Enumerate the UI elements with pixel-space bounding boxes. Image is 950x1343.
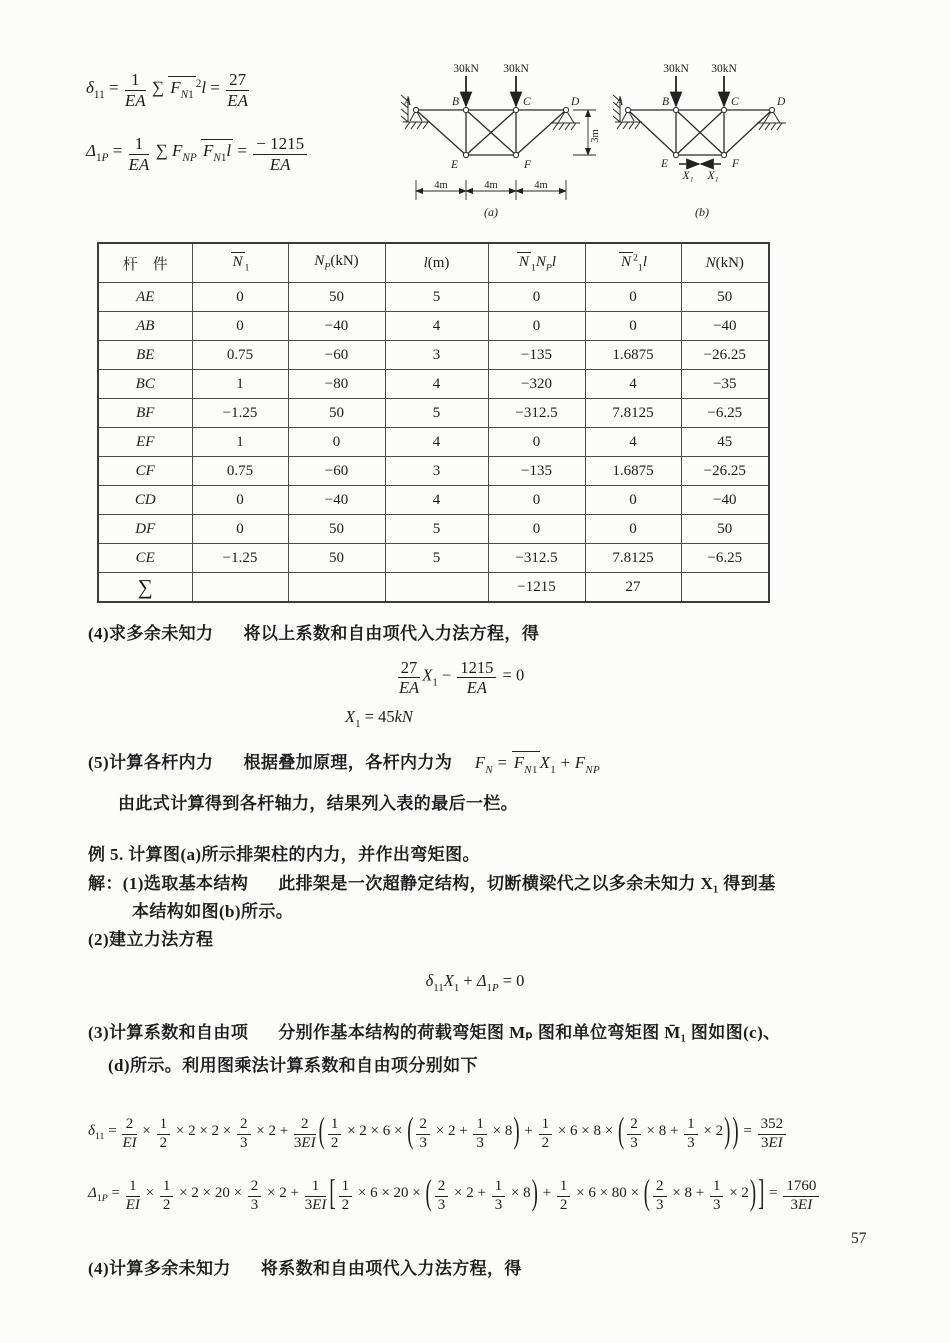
table-cell: −320 — [488, 370, 585, 399]
table-cell: −312.5 — [488, 399, 585, 428]
solution-step2-line: (2)建立力法方程 — [88, 930, 214, 950]
table-header-cell: $N_P(kN)$ — [288, 243, 385, 283]
table-cell: 0 — [488, 312, 585, 341]
formula-force-method-equation: $\frac{27}{EA}$ $X_1$ − $\frac{1215}{EA}$ = 0 — [398, 658, 525, 698]
table-row — [98, 544, 769, 573]
table-cell: CF — [98, 457, 192, 486]
table-cell: 0 — [192, 486, 288, 515]
table-cell: 0 — [192, 312, 288, 341]
step4-label: (4)求多余未知力 — [88, 624, 214, 643]
x1-force-label: X₁ — [707, 170, 719, 182]
table-cell: −312.5 — [488, 544, 585, 573]
table-cell: 0 — [585, 515, 681, 544]
table-cell: ∑ — [98, 573, 192, 603]
node-label-d: D — [777, 96, 786, 108]
table-cell: 45 — [681, 428, 769, 457]
table-cell: −35 — [681, 370, 769, 399]
table-cell: AE — [98, 283, 192, 312]
table-cell: 3 — [385, 457, 488, 486]
table-cell: 50 — [288, 399, 385, 428]
table-cell — [385, 573, 488, 603]
table-header-cell: 杆 件 — [98, 243, 192, 283]
table-cell: −40 — [288, 486, 385, 515]
table-row — [98, 341, 769, 370]
step4-line — [88, 619, 950, 644]
formula-delta11-graph-multiplication: $\delta_{11}$ = $\frac{2}{EI}$ × $\frac{1}{2}$ × 2 × 2 × $\frac{2}{3}$ × 2 + $\frac{2}{3EI}$ ( $\frac{1}{2}$ × 2 × 6 × ( $\frac{2}{3}$ × 2 + $\frac{1}{3}$ × 8) + $\frac{1}{2}$ × 6 × 8 × ( $\frac{2}{3}$ × 8 + $\frac{1}{3}$ × 2) ) = $\frac{352}{3EI}$ — [88, 1112, 950, 1152]
table-cell: −1.25 — [192, 399, 288, 428]
table-cell: EF — [98, 428, 192, 457]
table-cell: 4 — [385, 312, 488, 341]
table-cell: CD — [98, 486, 192, 515]
table-cell: 3 — [385, 341, 488, 370]
table-body — [98, 283, 769, 603]
step5-line — [88, 746, 950, 782]
table-header-cell: l(m) — [385, 243, 488, 283]
table-cell: −135 — [488, 457, 585, 486]
node-label-a: A — [403, 96, 411, 108]
solution-step1-line — [88, 869, 950, 894]
table-cell: 0 — [488, 515, 585, 544]
page-number: 57 — [851, 1230, 867, 1247]
example5-title: 例 5. 计算图(a)所示排架柱的内力，并作出弯矩图。 — [88, 845, 480, 865]
table-cell: −26.25 — [681, 457, 769, 486]
formula-x1-result: $X_1 = 45kN$ — [345, 706, 413, 730]
table-cell: 5 — [385, 399, 488, 428]
table-sum-row — [98, 573, 769, 603]
load-label: 30kN — [663, 63, 689, 75]
top-area — [0, 0, 950, 230]
load-label: 30kN — [711, 63, 737, 75]
table-cell: 4 — [385, 428, 488, 457]
table-cell: 4 — [585, 428, 681, 457]
table-cell: 1 — [192, 428, 288, 457]
table-cell: 7.8125 — [585, 544, 681, 573]
node-label-d: D — [571, 96, 580, 108]
table-cell: 0 — [488, 283, 585, 312]
solution-step1-text: 此排架是一次超静定结构，切断横梁代之以多余未知力 X₁ 得到基 — [278, 874, 776, 894]
table-cell: 0.75 — [192, 341, 288, 370]
table-cell: −135 — [488, 341, 585, 370]
node-label-f: F — [524, 159, 532, 171]
step5-text: 根据叠加原理，各杆内力为 — [243, 752, 453, 772]
table-cell: 4 — [385, 486, 488, 515]
table-cell — [681, 573, 769, 603]
table-header-cell: N(kN) — [681, 243, 769, 283]
node-label-e: E — [450, 159, 458, 171]
member-force-table — [97, 242, 770, 603]
table-cell: 27 — [585, 573, 681, 603]
coefficient-formulas — [86, 70, 309, 197]
load-label: 30kN — [453, 63, 479, 75]
solution-step3-continued: (d)所示。利用图乘法计算系数和自由项分别如下 — [108, 1056, 478, 1076]
dim-label-3m: 3m — [590, 129, 601, 143]
table-cell — [288, 573, 385, 603]
step4-frame-line — [88, 1254, 950, 1279]
table-cell: 1.6875 — [585, 457, 681, 486]
table-cell: −80 — [288, 370, 385, 399]
load-arrows — [453, 63, 529, 106]
truss-diagram-a — [396, 60, 614, 222]
table-cell: 50 — [681, 283, 769, 312]
table-cell: 0 — [585, 283, 681, 312]
x1-force-label: X₁ — [682, 170, 694, 182]
formula-delta11-coefficient: $\delta_{11}$ = $\frac{1}{EA}$ ∑ $F_{N1}^2l$ = $\frac{27}{EA}$ — [86, 70, 249, 111]
table-header-cell: N $^2_1$l — [585, 243, 681, 283]
node-label-b: B — [451, 96, 459, 108]
step5-note: 由此式计算得到各杆轴力，结果列入表的最后一栏。 — [118, 794, 519, 814]
table-cell: AB — [98, 312, 192, 341]
table-row — [98, 399, 769, 428]
table-cell: 4 — [385, 370, 488, 399]
table-row — [98, 486, 769, 515]
table-cell: 0 — [192, 515, 288, 544]
truss-members — [628, 110, 772, 155]
table-cell: −60 — [288, 457, 385, 486]
node-label-f: F — [732, 158, 740, 170]
table-row — [98, 428, 769, 457]
step4-frame-label: (4)计算多余未知力 — [88, 1259, 231, 1279]
table-cell: −6.25 — [681, 544, 769, 573]
table-header-row — [98, 243, 769, 283]
table-cell: −26.25 — [681, 341, 769, 370]
step5-label: (5)计算各杆内力 — [88, 752, 214, 772]
solution-step3-line — [88, 1018, 950, 1043]
truss-diagram-b — [612, 60, 807, 222]
table-cell: 50 — [288, 544, 385, 573]
formula-delta1p-coefficient: $\Delta_{1P}$ = $\frac{1}{EA}$ ∑ $F_{NP}$ $F_{N1}l$ = $\frac{- 1215}{EA}$ — [86, 133, 309, 174]
step4-text: 将以上系数和自由项代入力法方程，得 — [243, 624, 540, 643]
table-cell: 4 — [585, 370, 681, 399]
formula-delta1p-graph-multiplication: $\Delta_{1P}$ = $\frac{1}{EI}$ × $\frac{1}{2}$ × 2 × 20 × $\frac{2}{3}$ × 2 + $\frac{1}{3EI}$ [ $\frac{1}{2}$ × 6 × 20 × ( $\frac{2}{3}$ × 2 + $\frac{1}{3}$ × 8) + $\frac{1}{2}$ × 6 × 80 × ( $\frac{2}{3}$ × 8 + $\frac{1}{3}$ × 2) ] = $\frac{1760}{3EI}$ — [88, 1174, 950, 1214]
load-arrows — [663, 63, 737, 106]
table-cell: 5 — [385, 283, 488, 312]
formula-superposition: $F_N = F_{N1}$ $X_1 + F_{NP}$ — [474, 752, 601, 776]
table-cell: 0.75 — [192, 457, 288, 486]
table-cell: 5 — [385, 515, 488, 544]
table-row — [98, 283, 769, 312]
table-cell: 0 — [488, 486, 585, 515]
table-cell: 50 — [681, 515, 769, 544]
table-cell: BE — [98, 341, 192, 370]
node-label-e: E — [660, 158, 668, 170]
table-cell: 1 — [192, 370, 288, 399]
dim-label-4m: 4m — [434, 180, 448, 191]
solution-step1-continued: 本结构如图(b)所示。 — [132, 902, 294, 922]
table-cell: 1.6875 — [585, 341, 681, 370]
table-cell: −40 — [681, 486, 769, 515]
table-row — [98, 457, 769, 486]
diagram-a-caption: (a) — [484, 205, 498, 219]
table-row — [98, 515, 769, 544]
table-cell: 7.8125 — [585, 399, 681, 428]
truss-members — [416, 110, 566, 155]
table-cell — [192, 573, 288, 603]
table-cell: 50 — [288, 283, 385, 312]
node-label-a: A — [615, 96, 623, 108]
table-cell: −40 — [681, 312, 769, 341]
node-label-c: C — [523, 96, 531, 108]
table-cell: 0 — [585, 312, 681, 341]
load-label: 30kN — [503, 63, 529, 75]
table-cell: BF — [98, 399, 192, 428]
table-row — [98, 312, 769, 341]
step4-frame-text: 将系数和自由项代入力法方程，得 — [260, 1259, 522, 1279]
table-cell: DF — [98, 515, 192, 544]
node-label-b: B — [661, 96, 669, 108]
table-cell: −6.25 — [681, 399, 769, 428]
table-cell: BC — [98, 370, 192, 399]
diagram-b-caption: (b) — [695, 205, 709, 219]
table-cell: 0 — [488, 428, 585, 457]
table-cell: 0 — [585, 486, 681, 515]
table-cell: 0 — [288, 428, 385, 457]
formula-canonical-equation: $\delta_{11}X_1 + \Delta_{1P} = 0$ — [425, 971, 525, 995]
solution-step3-label: (3)计算系数和自由项 — [88, 1023, 249, 1043]
table-cell: 50 — [288, 515, 385, 544]
table-cell: −60 — [288, 341, 385, 370]
x1-force-arrows — [679, 164, 721, 182]
table-header-cell: N $_1N_Pl$ — [488, 243, 585, 283]
table-cell: 0 — [192, 283, 288, 312]
solution-step3-text: 分别作基本结构的荷载弯矩图 Mₚ 图和单位弯矩图 M̄₁ 图如图(c)、 — [278, 1023, 781, 1043]
table-cell: −1.25 — [192, 544, 288, 573]
table-cell: −40 — [288, 312, 385, 341]
node-label-c: C — [731, 96, 739, 108]
dim-label-4m: 4m — [484, 180, 498, 191]
dim-label-4m: 4m — [534, 180, 548, 191]
table-row — [98, 370, 769, 399]
table-cell: CE — [98, 544, 192, 573]
table-header-cell: N $_1$ — [192, 243, 288, 283]
solution-step1-label: 解：(1)选取基本结构 — [88, 874, 249, 894]
table-cell: −1215 — [488, 573, 585, 603]
table-cell: 5 — [385, 544, 488, 573]
dimension-labels — [434, 129, 601, 191]
